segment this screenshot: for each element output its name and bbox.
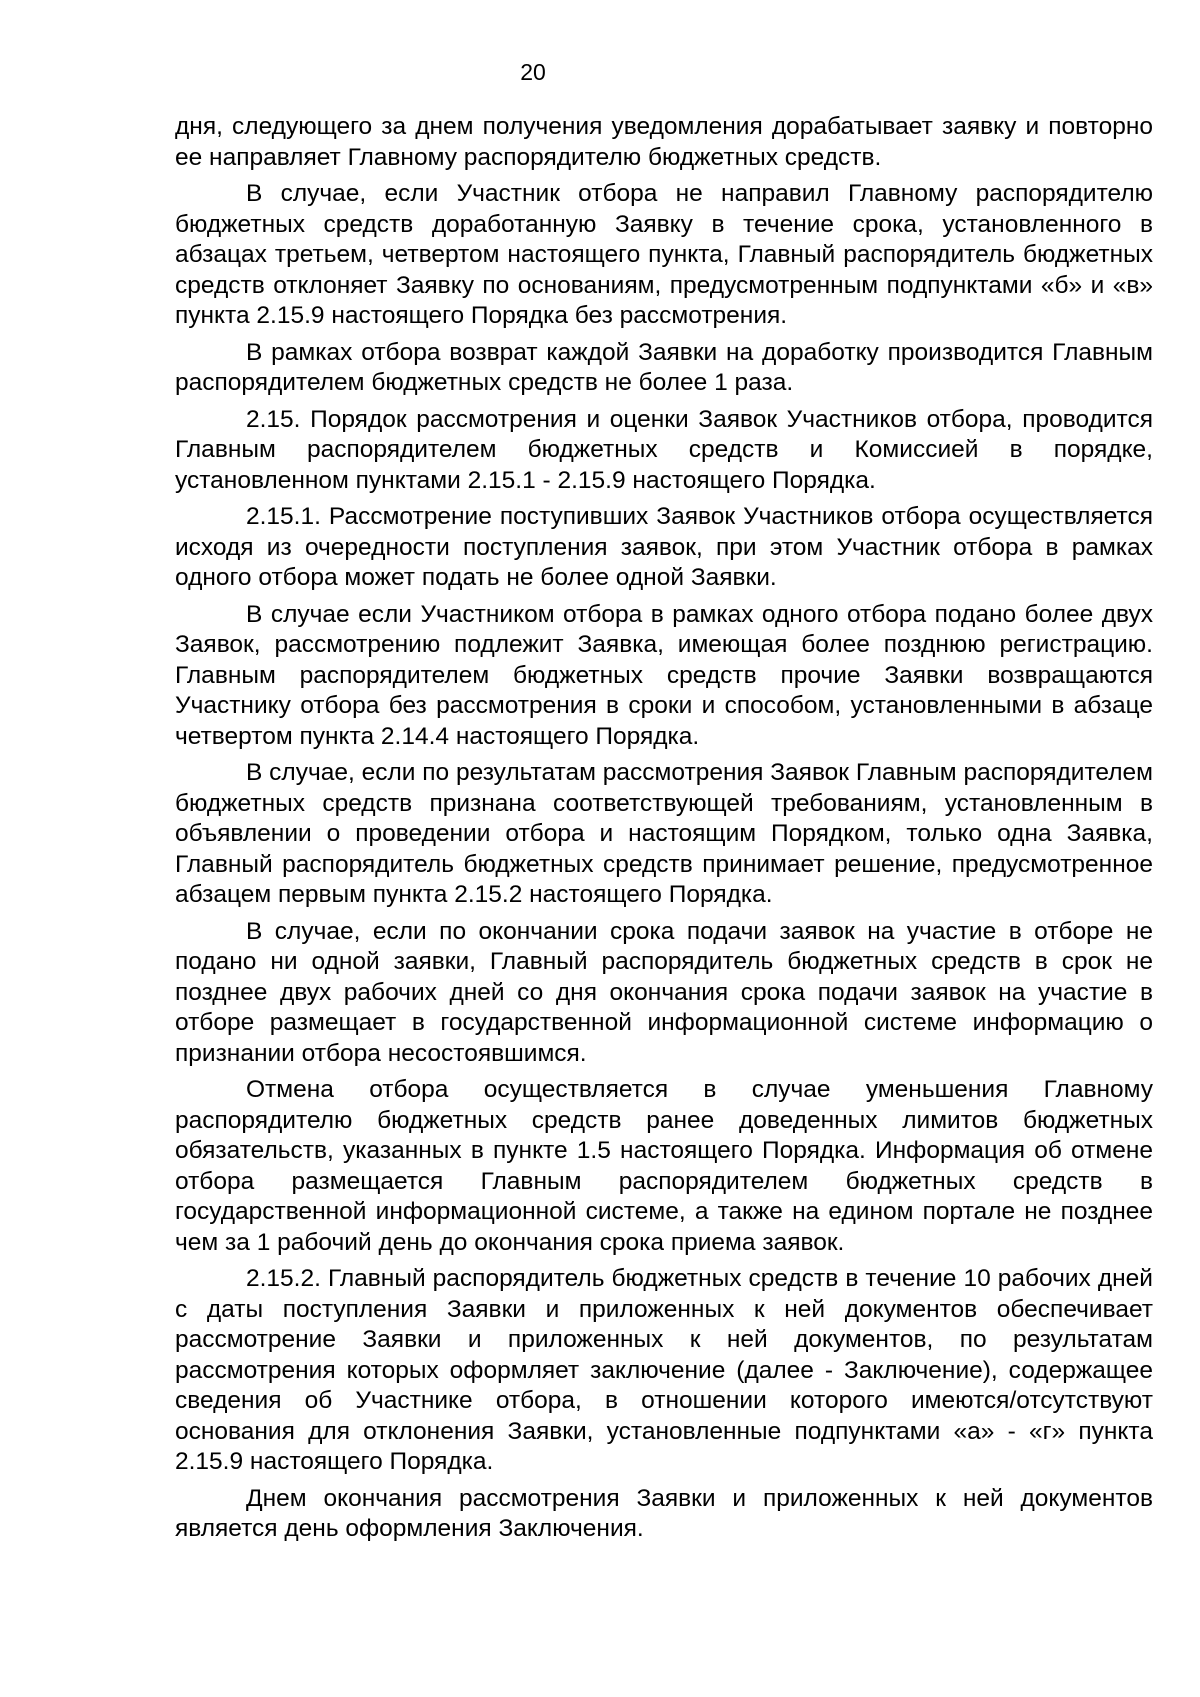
paragraph-return-limit: В рамках отбора возврат каждой Заявки на доработку производится Главным распорядителем бюджетных средств не более 1 раза. <box>175 338 1153 396</box>
paragraph-2-15-1: 2.15.1. Рассмотрение поступивших Заявок Участников отбора осуществляется исходя из очередности поступления заявок, при этом Участник отбора в рамках одного отбора может подать не более одной Заявки. <box>175 503 1153 591</box>
document-body <box>175 112 1153 1551</box>
paragraph-2-15-2: 2.15.2. Главный распорядитель бюджетных средств в течение 10 рабочих дней с даты поступления Заявки и приложенных к ней документов обеспечивает рассмотрение Заявки и приложенных к ней документов, по результатам рассмотрения которых оформляет заключение (далее - Заключение), содержащее сведения об Участнике отбора, в отношении которого имеются/отсутствуют основания для отклонения Заявки, установленные подпунктами «а» - «г» пункта 2.15.9 настоящего Порядка. <box>175 1265 1153 1475</box>
paragraph-continuation: дня, следующего за днем получения уведомления дорабатывает заявку и повторно ее направляет Главному распорядителю бюджетных средств. <box>175 113 1153 171</box>
paragraph-selection-cancellation: Отмена отбора осуществляется в случае уменьшения Главному распорядителю бюджетных средств ранее доведенных лимитов бюджетных обязательств, указанных в пункте 1.5 настоящего Порядка. Информация об отмене отбора размещается Главным распорядителем бюджетных средств в государственной информационной системе, а также на едином портале не позднее чем за 1 рабочий день до окончания срока приема заявок. <box>175 1076 1153 1256</box>
paragraph-review-end-date: Днем окончания рассмотрения Заявки и приложенных к ней документов является день оформления Заключения. <box>175 1484 1153 1542</box>
paragraph-2-15: 2.15. Порядок рассмотрения и оценки Заявок Участников отбора, проводится Главным распорядителем бюджетных средств и Комиссией в порядке, установленном пунктами 2.15.1 - 2.15.9 настоящего Порядка. <box>175 405 1153 494</box>
paragraph-no-applications: В случае, если по окончании срока подачи заявок на участие в отборе не подано ни одной заявки, Главный распорядитель бюджетных средств в срок не позднее двух рабочих дней со дня окончания срока подачи заявок на участие в отборе размещает в государственной информационной системе информацию о признании отбора несостоявшимся. <box>175 917 1153 1067</box>
paragraph-multiple-applications: В случае если Участником отбора в рамках одного отбора подано более двух Заявок, рассмотрению подлежит Заявка, имеющая более позднюю регистрацию. Главным распорядителем бюджетных средств прочие Заявки возвращаются Участнику отбора без рассмотрения в сроки и способом, установленными в абзаце четвертом пункта 2.14.4 настоящего Порядка. <box>175 600 1153 750</box>
paragraph-single-application: В случае, если по результатам рассмотрения Заявок Главным распорядителем бюджетных средств признана соответствующей требованиям, установленным в объявлении о проведении отбора и настоящим Порядком, только одна Заявка, Главный распорядитель бюджетных средств принимает решение, предусмотренное абзацем первым пункта 2.15.2 настоящего Порядка. <box>175 759 1153 908</box>
page-number: 20 <box>520 59 546 85</box>
paragraph-rejection-without-review: В случае, если Участник отбора не направил Главному распорядителю бюджетных средств доработанную Заявку в течение срока, установленного в абзацах третьем, четвертом настоящего пункта, Главный распорядитель бюджетных средств отклоняет Заявку по основаниям, предусмотренным подпунктами «б» и «в» пункта 2.15.9 настоящего Порядка без рассмотрения. <box>175 180 1153 329</box>
